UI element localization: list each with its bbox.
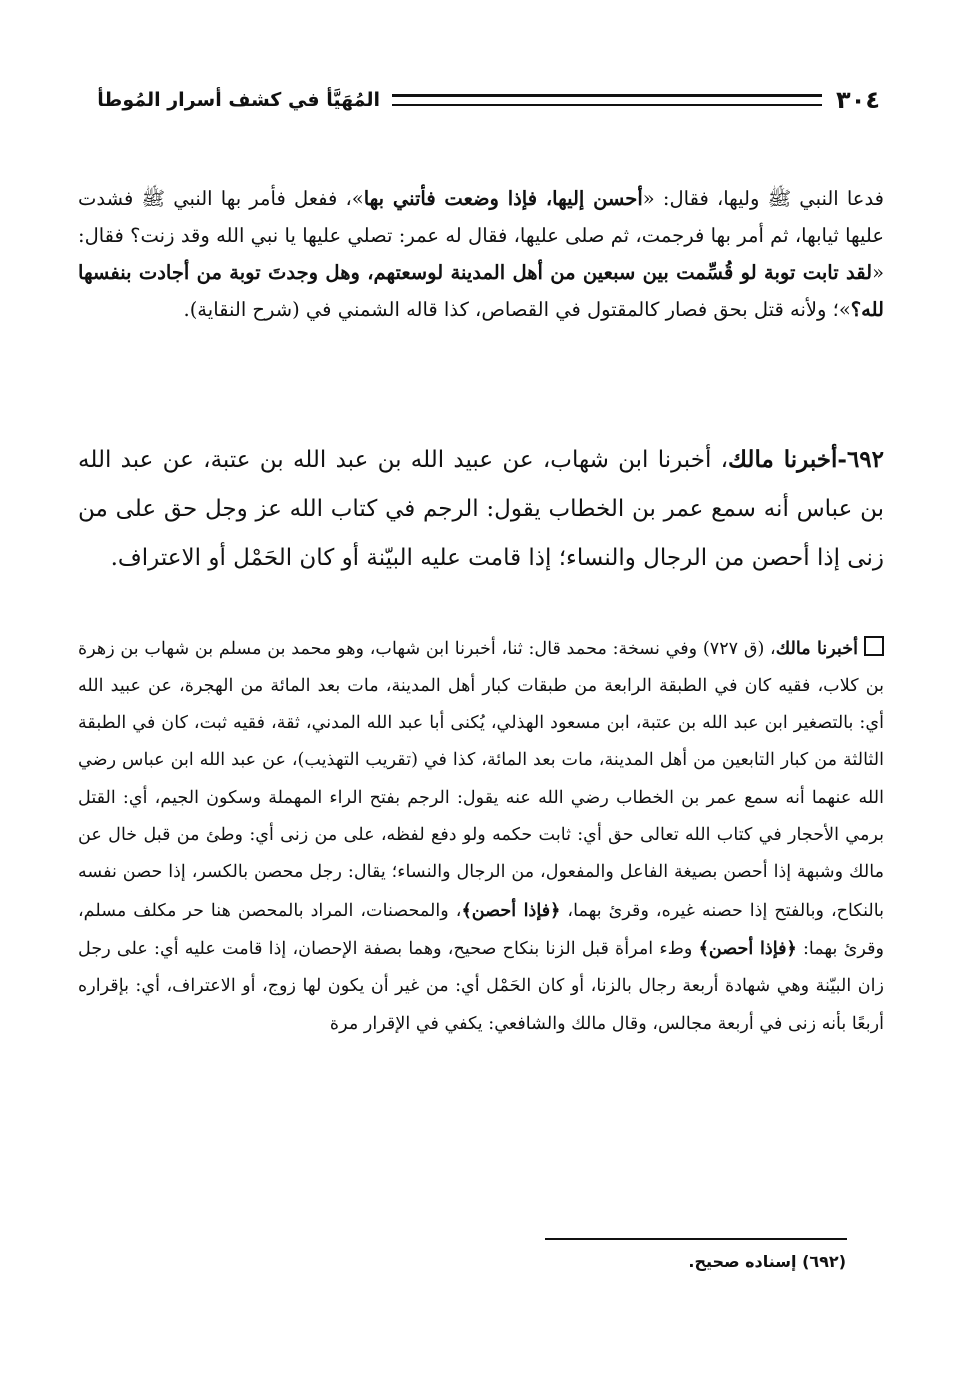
hadith-number: ٦٩٢	[846, 446, 884, 473]
hadith-paragraph: ٦٩٢-أخبرنا مالك، أخبرنا ابن شهاب، عن عبيد الله بن عبد الله بن عتبة، عن عبد الله بن عباس أنه سمع عمر بن الخطاب يقول: الرجم في كتاب الله عز وجل حق على من زنى إذا أحصن من الرجال والنساء؛ إذا قامت عليه البيّنة أو كان الحَمْل أو الاعتراف.	[78, 446, 884, 571]
commentary-paragraph	[78, 630, 884, 1043]
previous-paragraph	[78, 180, 884, 328]
commentary-lead: أخبرنا مالك	[775, 637, 858, 659]
running-title: المُهَيَّأ في كشف أسرار المُوطأ	[97, 89, 381, 111]
prev-text-3: »؛ ولأنه قتل بحق فصار كالمقتول في القصاص، كذا قاله الشمني في (شرح النقاية).	[183, 297, 851, 321]
square-marker-icon	[864, 636, 884, 656]
commentary-text-2: ، والمحصنات، المراد بالمحصن هنا حر مكلف مسلم، وقرئ بهما:	[78, 900, 884, 959]
quran-quote-2: ﴿فإذا أحصن﴾	[698, 937, 797, 959]
footnote: (٦٩٢) إسناده صحيح.	[688, 1252, 846, 1271]
header-rule	[392, 94, 822, 106]
page-header	[70, 80, 880, 120]
prophetic-quote-2: لقد تابت توبة لو قُسِّمت بين سبعين من أهل المدينة لوسعتهم، وهل وجدتَ توبة من أجادت بنفسها لله؟	[78, 260, 884, 321]
quran-quote-1: ﴿فإذا أحصن﴾	[461, 899, 561, 921]
commentary-text-3: وطء امرأة قبل الزنا بنكاح صحيح، وهما بصفة الإحصان، إذا قامت عليه أي: على رجل زان البيّنة وهي شهادة أربعة رجال بالزنا، أو كان الحَمْل أي: من غير أن يكون لها زوج، أو الاعتراف، أي: بإقراره أربعًا بأنه زنى في أربعة مجالس، وقال مالك والشافعي: يكفي في الإقرار مرة	[78, 938, 884, 1034]
hadith-text: ، أخبرنا ابن شهاب، عن عبيد الله بن عبد الله بن عتبة، عن عبد الله بن عباس أنه سمع عمر بن الخطاب يقول: الرجم في كتاب الله عز وجل حق على من زنى إذا أحصن من الرجال والنساء؛ إذا قامت عليه البيّنة أو كان الحَمْل أو الاعتراف.	[78, 447, 884, 571]
prev-text-1: فدعا النبي ﷺ وليها، فقال: «	[642, 186, 884, 210]
commentary-text-1: ، (ق ٧٢٧) وفي نسخة: محمد قال: ثنا، أخبرنا ابن شهاب، وهو محمد بن مسلم بن شهاب بن زهرة بن كلاب، فقيه كان في الطبقة الرابعة من طبقات كبار أهل المدينة، مات بعد المائة من الهجرة، عن عبيد الله أي: بالتصغير ابن عبد الله بن عتبة، ابن مسعود الهذلي، يُكنى أبا عبد الله المدني، ثقة، فقيه ثبت، كان في الطبقة الثالثة من كبار التابعين من أهل المدينة، مات بعد المائة، كذا في (تقريب التهذيب)، عن عبد الله ابن عباس رضي الله عنهما أنه سمع عمر بن الخطاب رضي الله عنه يقول: الرجم بفتح الراء المهملة وسكون الجيم، أي: القتل برمي الأحجار في كتاب الله تعالى حق أي: ثابت حكمه ولو دفع لفظه، على من زنى أي: وطئ من قبل خال عن مالك وشبهة إذا أحصن بصيغة الفاعل والمفعول، من الرجال والنساء؛ يقال: رجل محصن بالكسر، إذا حصن نفسه بالنكاح، وبالفتح إذا حصنه غيره، وقرئ بهما،	[78, 638, 884, 921]
page-number: ٣٠٤	[836, 86, 880, 114]
footnote-rule	[545, 1238, 847, 1240]
hadith-lead: أخبرنا مالك	[728, 446, 838, 473]
prophetic-quote-1: أحسن إليها، فإذا وضعت فأتني بها	[363, 186, 643, 210]
prev-text-2: »، ففعل فأمر بها النبي ﷺ فشدت عليها ثيابها، ثم أمر بها فرجمت، ثم صلى عليها، فقال له عمر: تصلي عليها يا نبي الله وقد زنت؟ فقال: «	[78, 186, 884, 284]
